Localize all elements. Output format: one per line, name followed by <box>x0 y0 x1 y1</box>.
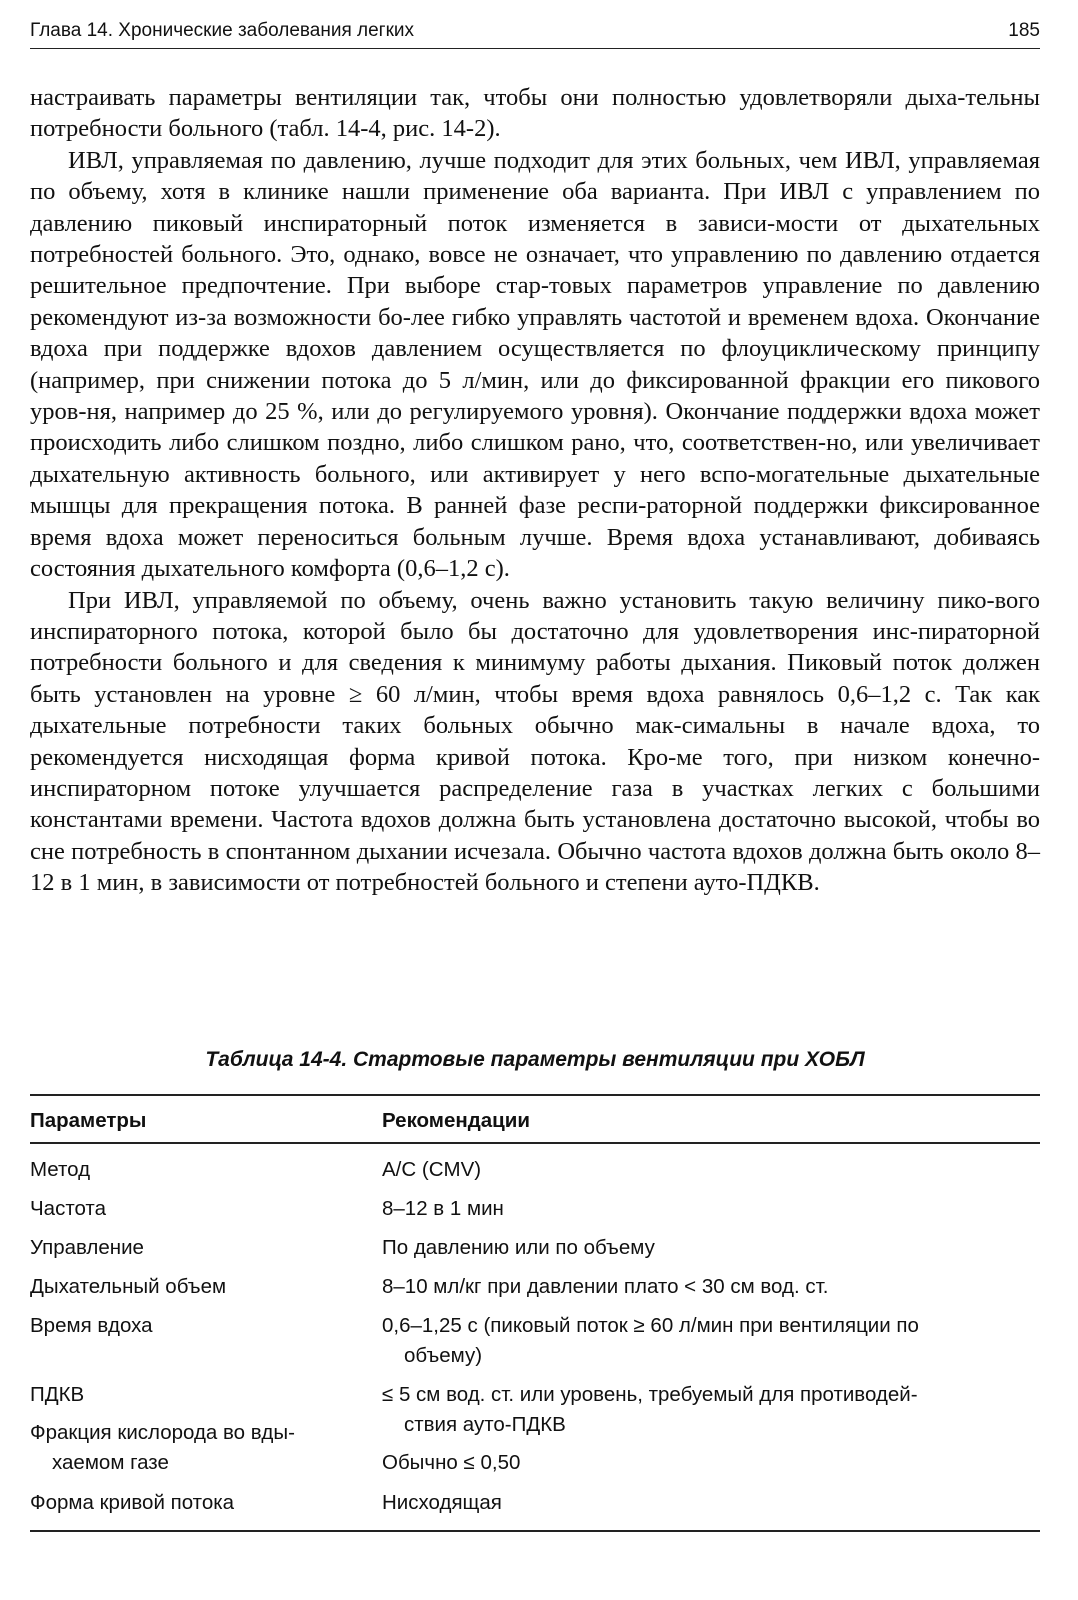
row-recommendation: 8–12 в 1 мин <box>382 1197 504 1220</box>
column-header-recommendations: Рекомендации <box>382 1109 530 1132</box>
table-header-rule <box>30 1142 1040 1144</box>
page-number: 185 <box>1008 20 1040 41</box>
row-recommendation: A/C (CMV) <box>382 1158 482 1181</box>
recommendation-continuation: ствия ауто-ПДКВ <box>404 1413 566 1436</box>
row-recommendation: Обычно ≤ 0,50 <box>382 1451 521 1474</box>
row-parameter: Частота <box>30 1197 106 1220</box>
row-recommendation: Нисходящая <box>382 1491 502 1514</box>
body-text <box>30 82 1040 899</box>
recommendation-line: ≤ 5 см вод. ст. или уровень, требуемый для противодей- <box>382 1383 918 1406</box>
recommendation-continuation: объему) <box>404 1344 483 1367</box>
table-bottom-rule <box>30 1530 1040 1532</box>
row-parameter <box>30 1418 360 1478</box>
paragraph-1: настраивать параметры вентиляции так, чтобы они полностью удовлетворяли дыха-тельны потребности больного (табл. 14-4, рис. 14-2). <box>30 84 1040 143</box>
row-parameter: Метод <box>30 1158 91 1181</box>
paragraph-3: При ИВЛ, управляемой по объему, очень важно установить такую величину пико-вого инспираторного потока, которой было бы достаточно для удовлетворения инс-пираторной потребности больного и для сведения к минимуму работы дыхания. Пиковый поток должен быть установлен на уровне ≥ 60 л/мин, чтобы время вдоха равнялось 0,6–1,2 с. Так как дыхательные потребности таких больных обычно мак-симальны в начале вдоха, то рекомендуется нисходящая форма кривой потока. Кро-ме того, при низком конечно-инспираторном потоке улучшается распределение газа в участках легких с большими константами времени. Частота вдохов должна быть установлена достаточно высокой, чтобы во сне потребность в спонтанном дыхании исчезала. Обычно частота вдохов должна быть около 8–12 в 1 мин, в зависимости от потребностей больного и степени ауто-ПДКВ. <box>30 586 1040 897</box>
row-parameter: Время вдоха <box>30 1314 153 1337</box>
recommendation-line: 0,6–1,25 с (пиковый поток ≥ 60 л/мин при вентиляции по <box>382 1314 919 1337</box>
row-recommendation: По давлению или по объему <box>382 1236 655 1259</box>
row-parameter: Управление <box>30 1236 144 1259</box>
running-header <box>30 20 1040 49</box>
table-top-rule <box>30 1094 1040 1096</box>
chapter-title: Глава 14. Хронические заболевания легких <box>30 20 415 41</box>
parameter-line: Фракция кислорода во вды- <box>30 1421 295 1444</box>
column-header-parameters: Параметры <box>30 1109 147 1132</box>
row-parameter: Дыхательный объем <box>30 1275 227 1298</box>
parameter-continuation: хаемом газе <box>52 1451 169 1474</box>
row-parameter: Форма кривой потока <box>30 1491 235 1514</box>
paragraph-2: ИВЛ, управляемая по давлению, лучше подходит для этих больных, чем ИВЛ, управляемая по объему, хотя в клинике нашли применение оба варианта. При ИВЛ с управлением по давлению пиковый инспираторный поток изменяется в зависи-мости от дыхательных потребностей больного. Это, однако, вовсе не означает, что управлению по давлению отдается решительное предпочтение. При выборе стар-товых параметров управление по давлению рекомендуют из-за возможности бо-лее гибко управлять частотой и временем вдоха. Окончание вдоха при поддержке вдохов давлением осуществляется по флоуциклическому принципу (например, при снижении потока до 5 л/мин, или до фиксированной фракции его пикового уров-ня, например до 25 %, или до регулируемого уровня). Окончание поддержки вдоха может происходить либо слишком поздно, либо слишком рано, что, соответствен-но, или увеличивает дыхательную активность больного, или активирует у него вспо-могательные дыхательные мышцы для прекращения потока. В ранней фазе респи-раторной поддержки фиксированное время вдоха может переноситься больным лучше. Время вдоха устанавливают, добиваясь состояния дыхательного комфорта (0,6–1,2 с). <box>30 146 1040 583</box>
row-parameter: ПДКВ <box>30 1383 85 1406</box>
row-recommendation: 8–10 мл/кг при давлении плато < 30 см вод. ст. <box>382 1275 829 1298</box>
row-recommendation <box>382 1311 1042 1371</box>
row-recommendation <box>382 1380 1042 1440</box>
table-caption: Таблица 14-4. Стартовые параметры вентиляции при ХОБЛ <box>205 1048 865 1071</box>
